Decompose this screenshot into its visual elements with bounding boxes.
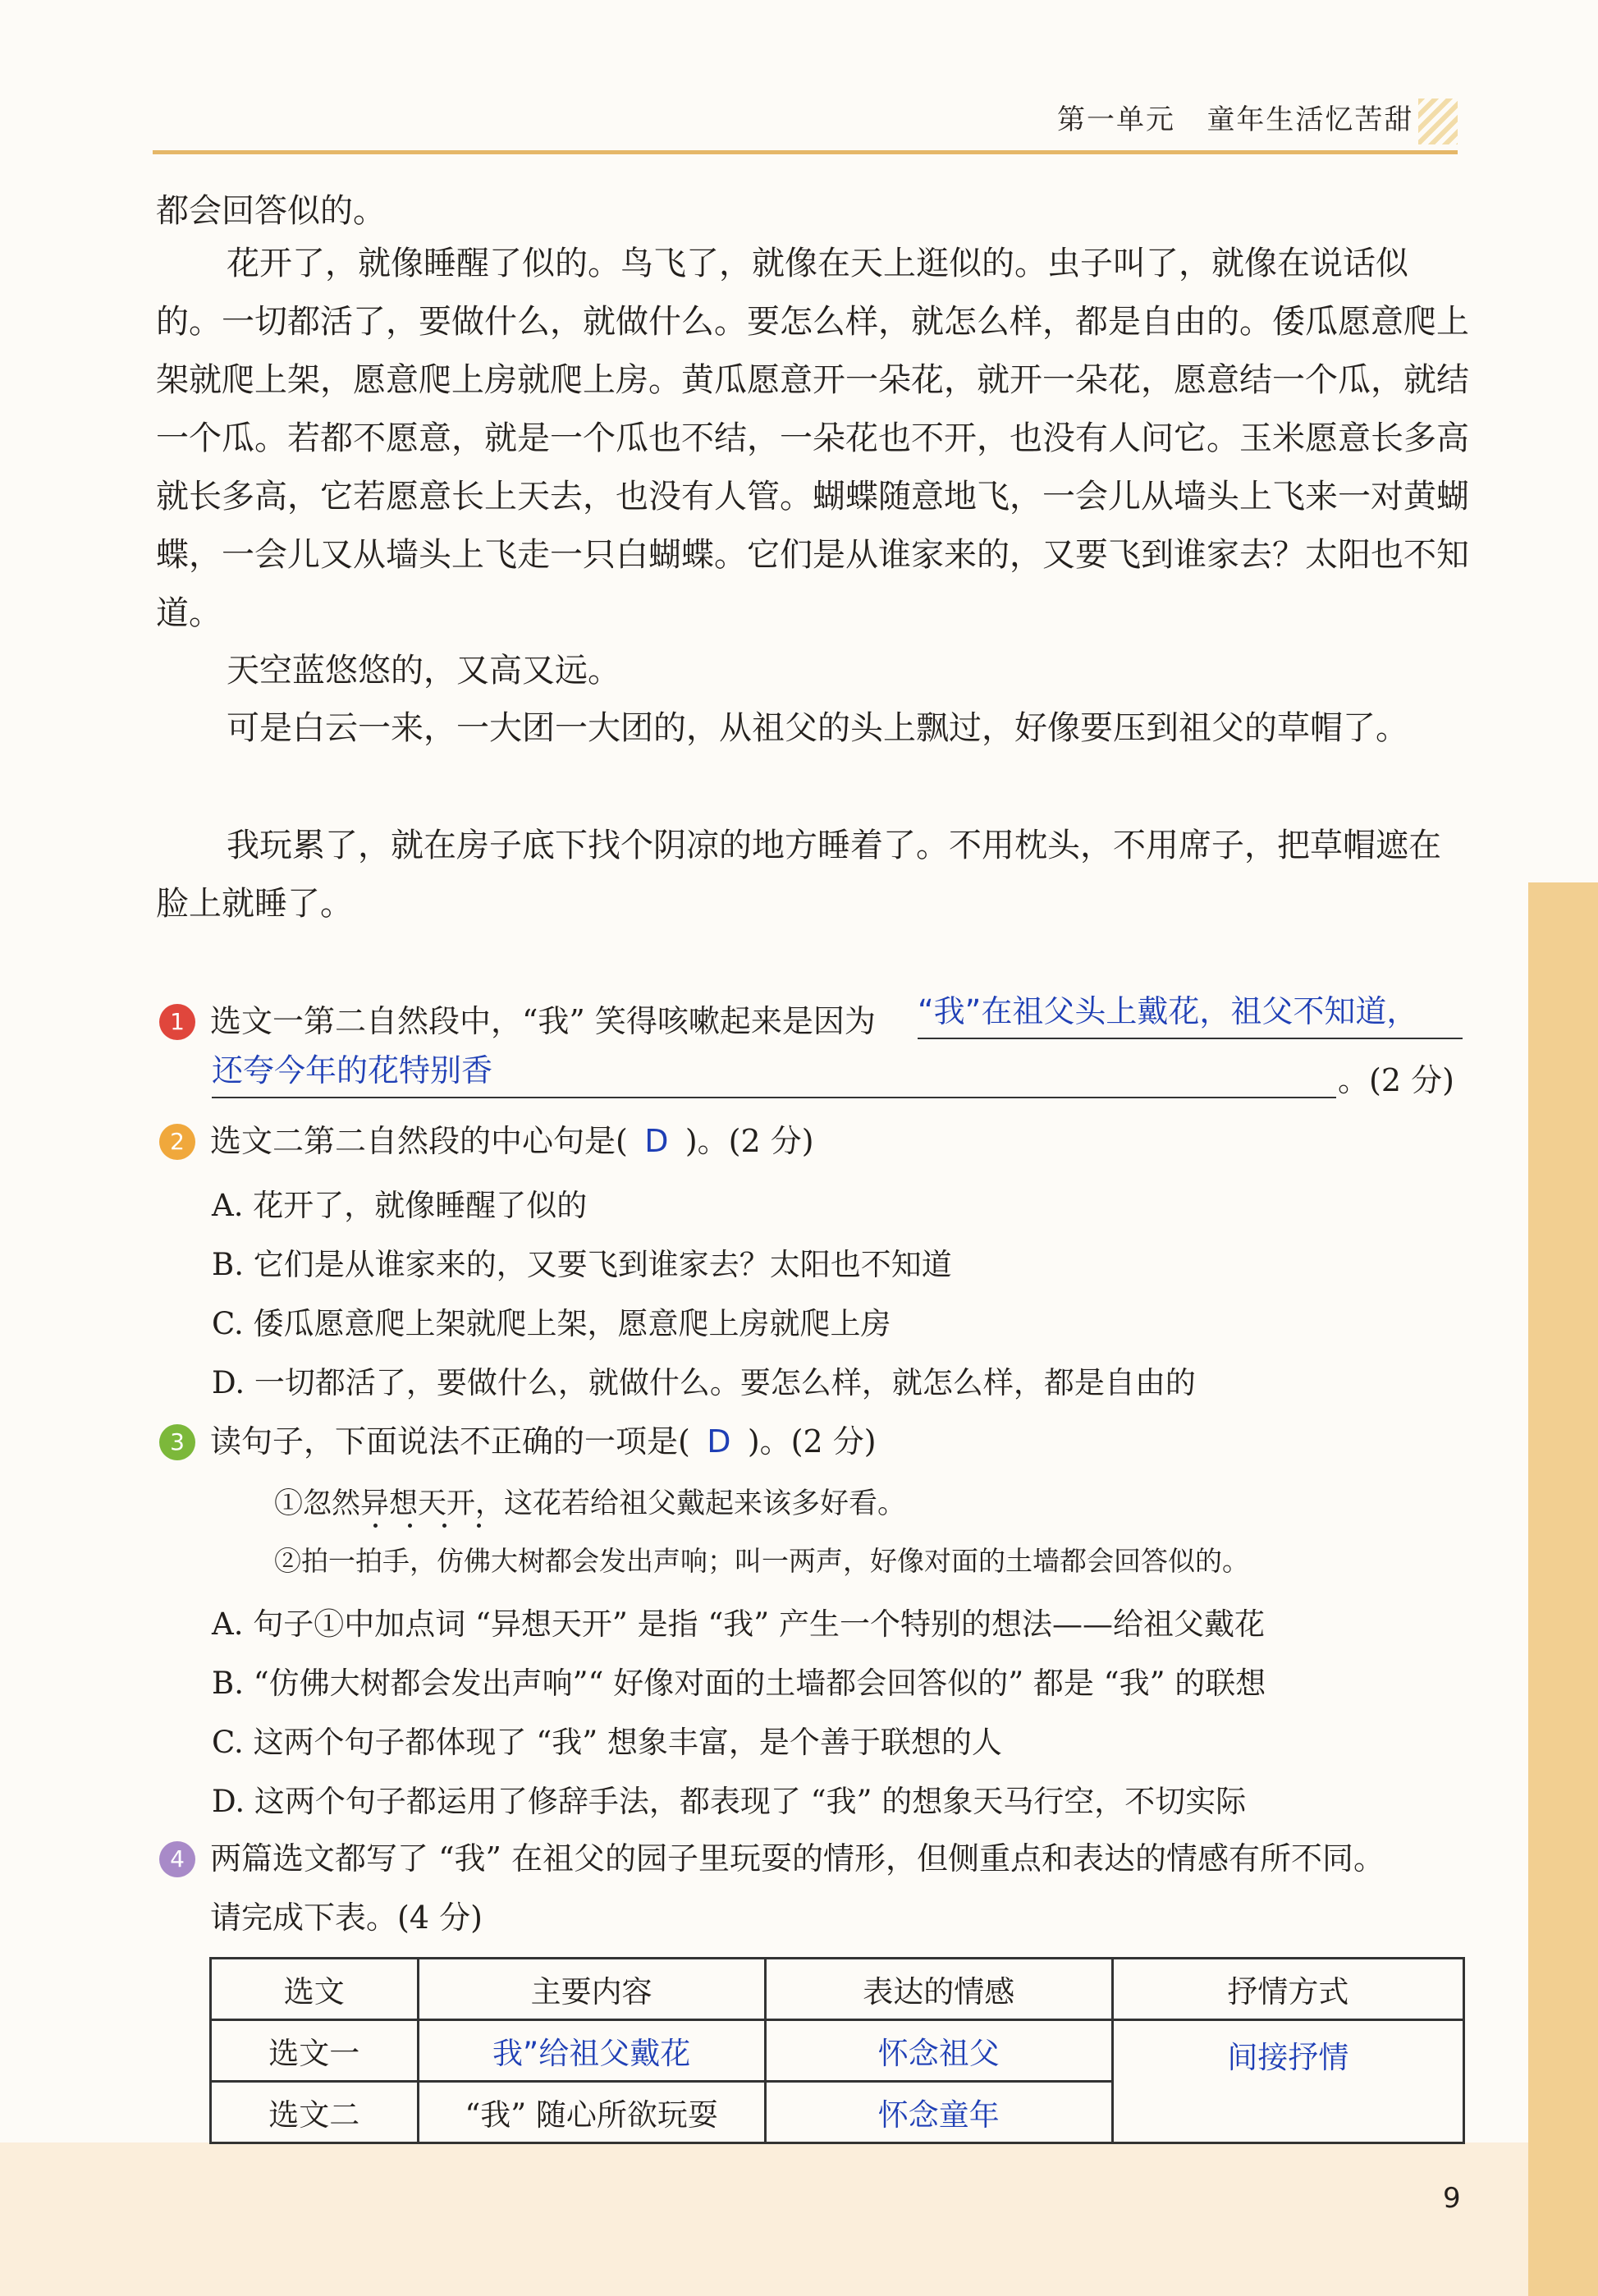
row-label: 选文一 bbox=[211, 2020, 419, 2082]
unit-title: 童年生活忆苦甜 bbox=[1207, 103, 1414, 136]
question-3-option-d: D. 这两个句子都运用了修辞手法，都表现了 “我” 的想象天马行空，不切实际 bbox=[212, 1784, 1247, 1819]
paragraph-1: 花开了，就像睡醒了似的。鸟飞了，就像在天上逛似的。虫子叫了，就像在说话似的。一切都活了，要做什么，就做什么。要怎么样，就怎么样，都是自由的。倭瓜愿意爬上架就爬上架，愿意爬上房就爬上房。黄瓜愿意开一朵花，就开一朵花，愿意结一个瓜，就结一个瓜。若都不愿意，就是一个瓜也不结，一朵花也不开，也没有人问它。玉米愿意长多高就长多高，它若愿意长上天去，也没有人管。蝴蝶随意地飞，一会儿从墙头上飞来一对黄蝴蝶，一会儿又从墙头上飞走一只白蝴蝶。它们是从谁家来的，又要飞到谁家去？太阳也不知道。 bbox=[156, 245, 1469, 632]
question-3-badge: 3 bbox=[159, 1424, 195, 1460]
emphasis-dot bbox=[373, 1524, 378, 1528]
running-header bbox=[1057, 97, 1413, 137]
paragraph-4: 我玩累了，就在房子底下找个阴凉的地方睡着了。不用枕头，不用席子，把草帽遮在脸上就睡了。 bbox=[156, 827, 1441, 923]
table-header: 表达的情感 bbox=[765, 1959, 1112, 2020]
question-3-option-a: A. 句子①中加点词 “异想天开” 是指 “我” 产生一个特别的想法——给祖父戴花 bbox=[212, 1606, 1265, 1642]
emphasis-dot bbox=[477, 1524, 481, 1528]
emotion-answer: 怀念祖父 bbox=[765, 2020, 1112, 2082]
question-1-score: 。(2 分) bbox=[1338, 1062, 1454, 1098]
table-header: 抒情方式 bbox=[1112, 1959, 1463, 2020]
table-header: 主要内容 bbox=[418, 1959, 765, 2020]
emphasis-dot bbox=[442, 1524, 446, 1528]
question-2-text: 选文二第二自然段的中心句是( bbox=[210, 1123, 628, 1159]
table-header-row bbox=[211, 1959, 1464, 2020]
question-4-instruction: 请完成下表。(4 分) bbox=[210, 1900, 483, 1936]
question-2-answer: D bbox=[644, 1123, 669, 1159]
emotion-answer: 怀念童年 bbox=[765, 2082, 1112, 2143]
sentence-2: ②拍一拍手，仿佛大树都会发出声响；叫一两声，好像对面的土墙都会回答似的。 bbox=[274, 1545, 1249, 1577]
table-header: 选文 bbox=[211, 1959, 419, 2020]
answer-underline-2 bbox=[212, 1097, 1336, 1098]
question-1-answer-line2: 还夸今年的花特别香 bbox=[212, 1052, 493, 1088]
paragraph-2: 天空蓝悠悠的，又高又远。 bbox=[227, 652, 620, 690]
paragraph-3: 可是白云一来，一大团一大团的，从祖父的头上飘过，好像要压到祖父的草帽了。 bbox=[227, 709, 1408, 747]
question-2-option-a: A. 花开了，就像睡醒了似的 bbox=[212, 1188, 588, 1223]
question-3-stem bbox=[210, 1417, 877, 1466]
question-1-answer-line1: “我”在祖父头上戴花，祖父不知道， bbox=[918, 993, 1418, 1029]
page-number: 9 bbox=[1443, 2182, 1461, 2215]
question-4-text: 两篇选文都写了 “我” 在祖父的园子里玩耍的情形，但侧重点和表达的情感有所不同。 bbox=[210, 1840, 1385, 1877]
question-2-stem bbox=[210, 1116, 814, 1166]
answer-table bbox=[209, 1957, 1465, 2144]
answer-underline-1 bbox=[918, 1038, 1463, 1039]
question-2-option-d: D. 一切都活了，要做什么，就做什么。要怎么样，就怎么样，都是自由的 bbox=[212, 1365, 1196, 1400]
question-3-answer: D bbox=[707, 1423, 731, 1460]
method-answer: 间接抒情 bbox=[1112, 2020, 1463, 2143]
main-content-answer: 我”给祖父戴花 bbox=[418, 2020, 765, 2082]
question-3-option-b: B. “仿佛大树都会发出声响”“ 好像对面的土墙都会回答似的” 都是 “我” 的联想 bbox=[212, 1666, 1266, 1701]
question-3-option-c: C. 这两个句子都体现了 “我” 想象丰富，是个善于联想的人 bbox=[212, 1725, 1002, 1760]
sentence-1: ①忽然异想天开，这花若给祖父戴起来该多好看。 bbox=[274, 1487, 907, 1520]
question-2-option-c: C. 倭瓜愿意爬上架就爬上架，愿意爬上房就爬上房 bbox=[212, 1306, 891, 1341]
question-4-badge: 4 bbox=[159, 1841, 195, 1877]
header-rule bbox=[153, 150, 1458, 154]
paragraph-0: 都会回答似的。 bbox=[156, 192, 386, 230]
question-2-score: )。(2 分) bbox=[685, 1123, 814, 1159]
bottom-band bbox=[0, 2142, 1528, 2296]
question-1-text: 选文一第二自然段中，“我” 笑得咳嗽起来是因为 bbox=[210, 1003, 876, 1039]
table-row bbox=[211, 2020, 1464, 2082]
question-3-text: 读句子，下面说法不正确的一项是( bbox=[210, 1423, 690, 1460]
question-1-badge: 1 bbox=[159, 1004, 195, 1040]
emphasis-dot bbox=[408, 1524, 412, 1528]
question-2-option-b: B. 它们是从谁家来的，又要飞到谁家去？太阳也不知道 bbox=[212, 1247, 952, 1282]
header-decoration bbox=[1418, 99, 1458, 144]
unit-label: 第一单元 bbox=[1057, 103, 1175, 136]
row-label: 选文二 bbox=[211, 2082, 419, 2143]
main-content: “我” 随心所欲玩耍 bbox=[418, 2082, 765, 2143]
side-stripe bbox=[1528, 882, 1598, 2296]
question-2-badge: 2 bbox=[159, 1124, 195, 1160]
question-3-score: )。(2 分) bbox=[747, 1423, 877, 1460]
